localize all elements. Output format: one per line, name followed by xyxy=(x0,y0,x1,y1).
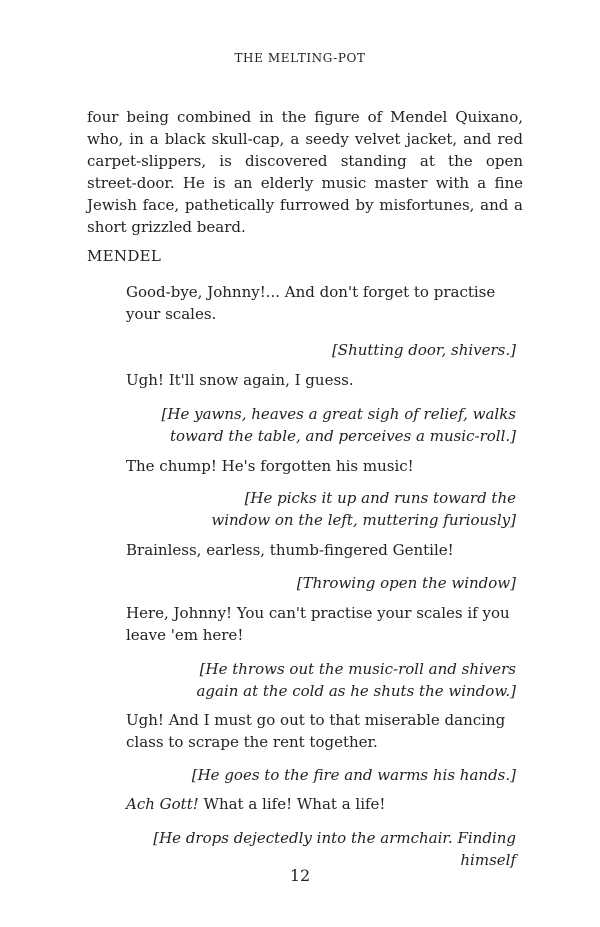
speech-line: Brainless, earless, thumb-fingered Gentile! xyxy=(126,541,454,559)
stage-direction: [Throwing open the window] xyxy=(296,574,516,592)
stage-direction-part: toward the table, and perceives a music-roll.] xyxy=(170,427,516,445)
speech-line: Ugh! And I must go out to that miserable dancing class to scrape the rent together. xyxy=(126,711,506,751)
stage-direction: [He goes to the fire and warms his hands.] xyxy=(191,766,516,784)
speech-line xyxy=(126,793,521,815)
stage-direction-part: [He yawns, heaves a great sigh of relief, walks xyxy=(161,405,516,423)
stage-direction xyxy=(136,403,516,447)
stage-direction xyxy=(136,487,516,531)
page-number: 12 xyxy=(289,866,311,885)
stage-direction-part: [He picks it up and runs toward the xyxy=(244,489,516,507)
exclamation-german: Ach Gott! xyxy=(126,795,199,813)
speech-line: The chump! He's forgotten his music! xyxy=(126,457,414,475)
stage-direction: [He drops dejectedly into the armchair. Finding himself xyxy=(153,829,516,869)
stage-direction-intro: four being combined in the figure of Mendel Quixano, who, in a black skull-cap, a seedy velvet jacket, and red carpet-slippers, is discovered standing at the open street-door. He is an elderly music master with a fine Jewish face, pathetically furrowed by misfortunes, and a short grizzled beard. xyxy=(87,108,523,236)
running-title: THE MELTING-POT xyxy=(234,51,366,65)
stage-direction xyxy=(136,658,516,702)
speech-line-rest: What a life! What a life! xyxy=(198,795,386,813)
stage-direction: [Shutting door, shivers.] xyxy=(331,341,516,359)
speech-line: Good-bye, Johnny!... And don't forget to practise your scales. xyxy=(126,283,496,323)
stage-direction-part: again at the cold as he shuts the window.] xyxy=(196,682,516,700)
speech-line: Here, Johnny! You can't practise your scales if you leave 'em here! xyxy=(126,604,510,644)
stage-direction-part: [He throws out the music-roll and shivers xyxy=(199,660,516,678)
speaker-name: MENDEL xyxy=(87,247,162,265)
stage-direction-part: window on the left, muttering furiously] xyxy=(211,511,516,529)
speech-line: Ugh! It'll snow again, I guess. xyxy=(126,371,354,389)
